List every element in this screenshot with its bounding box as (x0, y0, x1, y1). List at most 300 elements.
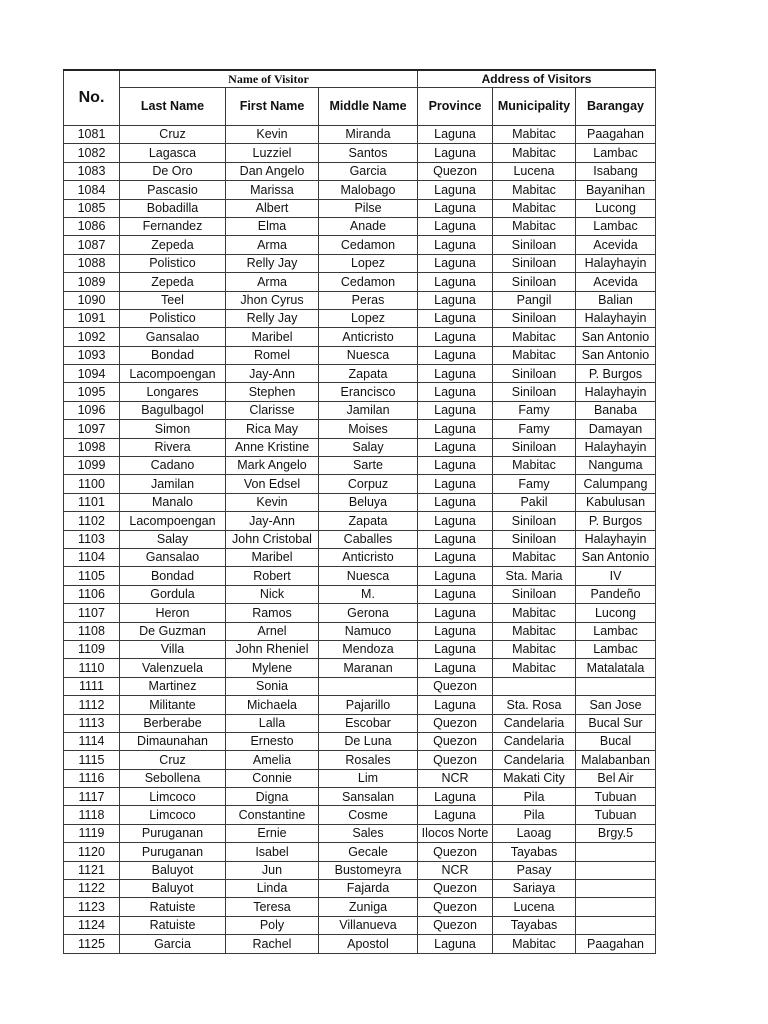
cell-municipality: Mabitac (493, 144, 576, 162)
cell-middle-name: Peras (319, 291, 418, 309)
cell-first-name: Jay-Ann (226, 365, 319, 383)
cell-no: 1099 (64, 457, 120, 475)
table-row (64, 898, 656, 916)
cell-province: NCR (418, 861, 493, 879)
cell-last-name: Jamilan (120, 475, 226, 493)
table-row (64, 916, 656, 934)
cell-last-name: Puruganan (120, 843, 226, 861)
cell-no: 1113 (64, 714, 120, 732)
cell-barangay: P. Burgos (576, 512, 656, 530)
cell-first-name: Teresa (226, 898, 319, 916)
cell-municipality: Siniloan (493, 365, 576, 383)
table-row (64, 438, 656, 456)
cell-no: 1090 (64, 291, 120, 309)
cell-barangay: Balian (576, 291, 656, 309)
cell-barangay: Tubuan (576, 788, 656, 806)
cell-municipality: Mabitac (493, 457, 576, 475)
cell-no: 1118 (64, 806, 120, 824)
cell-no: 1116 (64, 769, 120, 787)
cell-first-name: Arma (226, 236, 319, 254)
cell-last-name: Sebollena (120, 769, 226, 787)
cell-no: 1081 (64, 126, 120, 144)
cell-middle-name: Jamilan (319, 401, 418, 419)
cell-first-name: Ernie (226, 824, 319, 842)
table-row (64, 640, 656, 658)
cell-municipality: Mabitac (493, 622, 576, 640)
cell-barangay: Nanguma (576, 457, 656, 475)
cell-municipality: Mabitac (493, 126, 576, 144)
cell-barangay (576, 916, 656, 934)
cell-province: Laguna (418, 291, 493, 309)
table-row (64, 126, 656, 144)
cell-barangay (576, 843, 656, 861)
table-row (64, 181, 656, 199)
table-row (64, 199, 656, 217)
cell-first-name: Marissa (226, 181, 319, 199)
table-body (64, 126, 656, 954)
cell-last-name: Gansalao (120, 328, 226, 346)
cell-last-name: Zepeda (120, 273, 226, 291)
cell-barangay: Bucal (576, 732, 656, 750)
cell-municipality: Siniloan (493, 236, 576, 254)
table-row (64, 291, 656, 309)
header-last-name: Last Name (120, 88, 226, 126)
cell-last-name: Bondad (120, 567, 226, 585)
cell-municipality: Siniloan (493, 273, 576, 291)
cell-no: 1109 (64, 640, 120, 658)
cell-no: 1105 (64, 567, 120, 585)
cell-first-name: Amelia (226, 751, 319, 769)
cell-last-name: Pascasio (120, 181, 226, 199)
cell-middle-name: Zapata (319, 365, 418, 383)
cell-first-name: Ramos (226, 604, 319, 622)
cell-last-name: Bagulbagol (120, 401, 226, 419)
cell-municipality: Mabitac (493, 328, 576, 346)
cell-first-name: Michaela (226, 696, 319, 714)
table-row (64, 806, 656, 824)
cell-municipality: Mabitac (493, 659, 576, 677)
cell-municipality: Candelaria (493, 714, 576, 732)
cell-province: Laguna (418, 144, 493, 162)
cell-barangay: Pandeño (576, 585, 656, 603)
cell-middle-name: Miranda (319, 126, 418, 144)
table-row (64, 677, 656, 695)
table-row (64, 824, 656, 842)
cell-municipality: Siniloan (493, 585, 576, 603)
cell-no: 1111 (64, 677, 120, 695)
cell-municipality: Candelaria (493, 751, 576, 769)
cell-province: Laguna (418, 401, 493, 419)
cell-first-name: Connie (226, 769, 319, 787)
cell-no: 1096 (64, 401, 120, 419)
cell-province: Laguna (418, 328, 493, 346)
cell-middle-name: Salay (319, 438, 418, 456)
cell-province: Laguna (418, 512, 493, 530)
cell-barangay: Calumpang (576, 475, 656, 493)
table-row (64, 383, 656, 401)
cell-municipality: Sariaya (493, 880, 576, 898)
cell-barangay: Matalatala (576, 659, 656, 677)
cell-barangay: Isabang (576, 162, 656, 180)
cell-municipality: Makati City (493, 769, 576, 787)
cell-last-name: Martinez (120, 677, 226, 695)
cell-last-name: Heron (120, 604, 226, 622)
cell-middle-name: Cedamon (319, 236, 418, 254)
table-row (64, 530, 656, 548)
cell-middle-name: De Luna (319, 732, 418, 750)
cell-first-name: Maribel (226, 328, 319, 346)
cell-middle-name: Beluya (319, 493, 418, 511)
cell-province: Quezon (418, 916, 493, 934)
cell-province: Laguna (418, 640, 493, 658)
table-row (64, 732, 656, 750)
cell-province: Quezon (418, 898, 493, 916)
cell-first-name: Luzziel (226, 144, 319, 162)
cell-province: Laguna (418, 493, 493, 511)
table-row (64, 457, 656, 475)
cell-municipality: Lucena (493, 898, 576, 916)
table-row (64, 861, 656, 879)
cell-last-name: Cadano (120, 457, 226, 475)
cell-middle-name: Lopez (319, 254, 418, 272)
cell-municipality: Sta. Rosa (493, 696, 576, 714)
table-row (64, 696, 656, 714)
cell-barangay: IV (576, 567, 656, 585)
cell-province: Laguna (418, 585, 493, 603)
table-row (64, 714, 656, 732)
table-row (64, 493, 656, 511)
cell-province: Laguna (418, 217, 493, 235)
cell-first-name: Nick (226, 585, 319, 603)
cell-last-name: Berberabe (120, 714, 226, 732)
cell-middle-name (319, 677, 418, 695)
cell-last-name: Gordula (120, 585, 226, 603)
cell-last-name: Bondad (120, 346, 226, 364)
cell-barangay: Acevida (576, 236, 656, 254)
cell-last-name: Manalo (120, 493, 226, 511)
table-row (64, 622, 656, 640)
cell-first-name: Kevin (226, 126, 319, 144)
cell-barangay: Lambac (576, 622, 656, 640)
cell-middle-name: Gerona (319, 604, 418, 622)
cell-no: 1107 (64, 604, 120, 622)
cell-first-name: Arma (226, 273, 319, 291)
cell-no: 1093 (64, 346, 120, 364)
cell-municipality: Tayabas (493, 916, 576, 934)
cell-last-name: Lacompoengan (120, 512, 226, 530)
cell-middle-name: Namuco (319, 622, 418, 640)
cell-province: Laguna (418, 659, 493, 677)
cell-first-name: Relly Jay (226, 309, 319, 327)
cell-last-name: De Oro (120, 162, 226, 180)
cell-province: Laguna (418, 383, 493, 401)
cell-last-name: Rivera (120, 438, 226, 456)
cell-municipality: Mabitac (493, 199, 576, 217)
cell-first-name: Jun (226, 861, 319, 879)
cell-barangay: Bayanihan (576, 181, 656, 199)
cell-no: 1088 (64, 254, 120, 272)
cell-barangay: San Antonio (576, 346, 656, 364)
cell-middle-name: Erancisco (319, 383, 418, 401)
cell-province: Laguna (418, 457, 493, 475)
visitor-log-table (63, 69, 656, 954)
cell-first-name: Isabel (226, 843, 319, 861)
cell-no: 1110 (64, 659, 120, 677)
cell-no: 1083 (64, 162, 120, 180)
cell-last-name: Limcoco (120, 788, 226, 806)
header-address-of-visitors: Address of Visitors (418, 70, 656, 88)
cell-barangay: Brgy.5 (576, 824, 656, 842)
table-row (64, 273, 656, 291)
cell-first-name: Arnel (226, 622, 319, 640)
table-row (64, 659, 656, 677)
cell-province: Quezon (418, 714, 493, 732)
cell-middle-name: Anticristo (319, 328, 418, 346)
cell-province: Laguna (418, 438, 493, 456)
cell-middle-name: Maranan (319, 659, 418, 677)
table-row (64, 309, 656, 327)
cell-last-name: Lagasca (120, 144, 226, 162)
table-row (64, 162, 656, 180)
cell-no: 1100 (64, 475, 120, 493)
cell-barangay: Kabulusan (576, 493, 656, 511)
cell-province: Quezon (418, 677, 493, 695)
cell-municipality: Mabitac (493, 346, 576, 364)
cell-first-name: Kevin (226, 493, 319, 511)
cell-first-name: Poly (226, 916, 319, 934)
cell-barangay: Lambac (576, 144, 656, 162)
cell-last-name: Ratuiste (120, 916, 226, 934)
cell-no: 1087 (64, 236, 120, 254)
cell-no: 1086 (64, 217, 120, 235)
table-row (64, 365, 656, 383)
cell-municipality: Tayabas (493, 843, 576, 861)
cell-middle-name: Zapata (319, 512, 418, 530)
cell-municipality: Pila (493, 788, 576, 806)
table-row (64, 254, 656, 272)
cell-middle-name: Pilse (319, 199, 418, 217)
cell-province: Laguna (418, 604, 493, 622)
cell-middle-name: Nuesca (319, 567, 418, 585)
cell-municipality: Mabitac (493, 640, 576, 658)
cell-municipality: Famy (493, 475, 576, 493)
cell-barangay: Banaba (576, 401, 656, 419)
cell-middle-name: Cosme (319, 806, 418, 824)
cell-last-name: Gansalao (120, 548, 226, 566)
cell-municipality (493, 677, 576, 695)
cell-province: Laguna (418, 788, 493, 806)
cell-first-name: Ernesto (226, 732, 319, 750)
cell-last-name: Villa (120, 640, 226, 658)
table-header (64, 70, 656, 126)
cell-no: 1095 (64, 383, 120, 401)
cell-no: 1120 (64, 843, 120, 861)
cell-no: 1103 (64, 530, 120, 548)
cell-first-name: Maribel (226, 548, 319, 566)
cell-no: 1092 (64, 328, 120, 346)
cell-no: 1115 (64, 751, 120, 769)
cell-province: Laguna (418, 420, 493, 438)
cell-municipality: Mabitac (493, 217, 576, 235)
table-row (64, 788, 656, 806)
header-first-name: First Name (226, 88, 319, 126)
cell-last-name: Dimaunahan (120, 732, 226, 750)
cell-municipality: Mabitac (493, 181, 576, 199)
cell-municipality: Siniloan (493, 383, 576, 401)
cell-last-name: Militante (120, 696, 226, 714)
cell-first-name: Constantine (226, 806, 319, 824)
cell-barangay: San Antonio (576, 328, 656, 346)
cell-first-name: Relly Jay (226, 254, 319, 272)
cell-last-name: Simon (120, 420, 226, 438)
cell-barangay: Bucal Sur (576, 714, 656, 732)
cell-last-name: Baluyot (120, 880, 226, 898)
cell-province: Laguna (418, 935, 493, 953)
table-row (64, 585, 656, 603)
cell-barangay: Acevida (576, 273, 656, 291)
header-municipality: Municipality (493, 88, 576, 126)
table-row (64, 604, 656, 622)
cell-municipality: Siniloan (493, 309, 576, 327)
cell-first-name: Dan Angelo (226, 162, 319, 180)
cell-municipality: Siniloan (493, 512, 576, 530)
cell-province: Laguna (418, 346, 493, 364)
cell-barangay: Bel Air (576, 769, 656, 787)
cell-first-name: Albert (226, 199, 319, 217)
cell-no: 1091 (64, 309, 120, 327)
table-row (64, 935, 656, 953)
cell-middle-name: Sarte (319, 457, 418, 475)
cell-no: 1125 (64, 935, 120, 953)
cell-province: NCR (418, 769, 493, 787)
cell-last-name: Puruganan (120, 824, 226, 842)
cell-middle-name: Apostol (319, 935, 418, 953)
cell-middle-name: Sansalan (319, 788, 418, 806)
cell-barangay: Halayhayin (576, 530, 656, 548)
cell-no: 1122 (64, 880, 120, 898)
cell-municipality: Laoag (493, 824, 576, 842)
cell-barangay (576, 880, 656, 898)
cell-last-name: Cruz (120, 751, 226, 769)
table-row (64, 751, 656, 769)
cell-municipality: Mabitac (493, 935, 576, 953)
cell-first-name: Mylene (226, 659, 319, 677)
cell-barangay (576, 861, 656, 879)
cell-province: Laguna (418, 273, 493, 291)
table-row (64, 420, 656, 438)
table-row (64, 328, 656, 346)
cell-first-name: Sonia (226, 677, 319, 695)
cell-middle-name: Mendoza (319, 640, 418, 658)
table-row (64, 144, 656, 162)
cell-province: Quezon (418, 732, 493, 750)
table-row (64, 217, 656, 235)
cell-middle-name: Rosales (319, 751, 418, 769)
cell-first-name: John Rheniel (226, 640, 319, 658)
cell-first-name: Rachel (226, 935, 319, 953)
cell-last-name: Valenzuela (120, 659, 226, 677)
header-middle-name: Middle Name (319, 88, 418, 126)
cell-municipality: Pangil (493, 291, 576, 309)
table-row (64, 769, 656, 787)
cell-barangay: Lucong (576, 199, 656, 217)
header-province: Province (418, 88, 493, 126)
cell-middle-name: Santos (319, 144, 418, 162)
cell-no: 1104 (64, 548, 120, 566)
table-row (64, 346, 656, 364)
cell-barangay: Halayhayin (576, 309, 656, 327)
cell-no: 1112 (64, 696, 120, 714)
cell-no: 1119 (64, 824, 120, 842)
cell-municipality: Pila (493, 806, 576, 824)
cell-last-name: Teel (120, 291, 226, 309)
cell-last-name: De Guzman (120, 622, 226, 640)
cell-middle-name: Caballes (319, 530, 418, 548)
cell-no: 1085 (64, 199, 120, 217)
cell-province: Quezon (418, 843, 493, 861)
cell-last-name: Salay (120, 530, 226, 548)
cell-middle-name: Zuniga (319, 898, 418, 916)
cell-last-name: Bobadilla (120, 199, 226, 217)
cell-last-name: Garcia (120, 935, 226, 953)
cell-province: Laguna (418, 309, 493, 327)
cell-first-name: Von Edsel (226, 475, 319, 493)
cell-middle-name: Garcia (319, 162, 418, 180)
cell-no: 1101 (64, 493, 120, 511)
cell-municipality: Mabitac (493, 548, 576, 566)
cell-middle-name: Lopez (319, 309, 418, 327)
cell-middle-name: Moises (319, 420, 418, 438)
cell-province: Laguna (418, 806, 493, 824)
header-no: No. (64, 70, 120, 126)
cell-municipality: Siniloan (493, 254, 576, 272)
cell-middle-name: Pajarillo (319, 696, 418, 714)
cell-first-name: Rica May (226, 420, 319, 438)
cell-barangay: San Antonio (576, 548, 656, 566)
cell-middle-name: Anticristo (319, 548, 418, 566)
cell-barangay: Halayhayin (576, 383, 656, 401)
cell-province: Laguna (418, 548, 493, 566)
cell-province: Quezon (418, 162, 493, 180)
cell-municipality: Siniloan (493, 438, 576, 456)
cell-barangay: Lambac (576, 640, 656, 658)
table-row (64, 236, 656, 254)
cell-last-name: Fernandez (120, 217, 226, 235)
cell-first-name: John Cristobal (226, 530, 319, 548)
cell-middle-name: Fajarda (319, 880, 418, 898)
cell-no: 1089 (64, 273, 120, 291)
cell-middle-name: Escobar (319, 714, 418, 732)
cell-first-name: Elma (226, 217, 319, 235)
cell-province: Laguna (418, 622, 493, 640)
cell-barangay (576, 677, 656, 695)
cell-no: 1121 (64, 861, 120, 879)
table-row (64, 401, 656, 419)
cell-last-name: Polistico (120, 254, 226, 272)
cell-middle-name: M. (319, 585, 418, 603)
cell-middle-name: Malobago (319, 181, 418, 199)
cell-province: Laguna (418, 475, 493, 493)
cell-first-name: Stephen (226, 383, 319, 401)
cell-first-name: Romel (226, 346, 319, 364)
cell-last-name: Cruz (120, 126, 226, 144)
cell-last-name: Ratuiste (120, 898, 226, 916)
cell-municipality: Candelaria (493, 732, 576, 750)
cell-province: Laguna (418, 254, 493, 272)
cell-barangay: Damayan (576, 420, 656, 438)
table-row (64, 548, 656, 566)
cell-barangay: Malabanban (576, 751, 656, 769)
